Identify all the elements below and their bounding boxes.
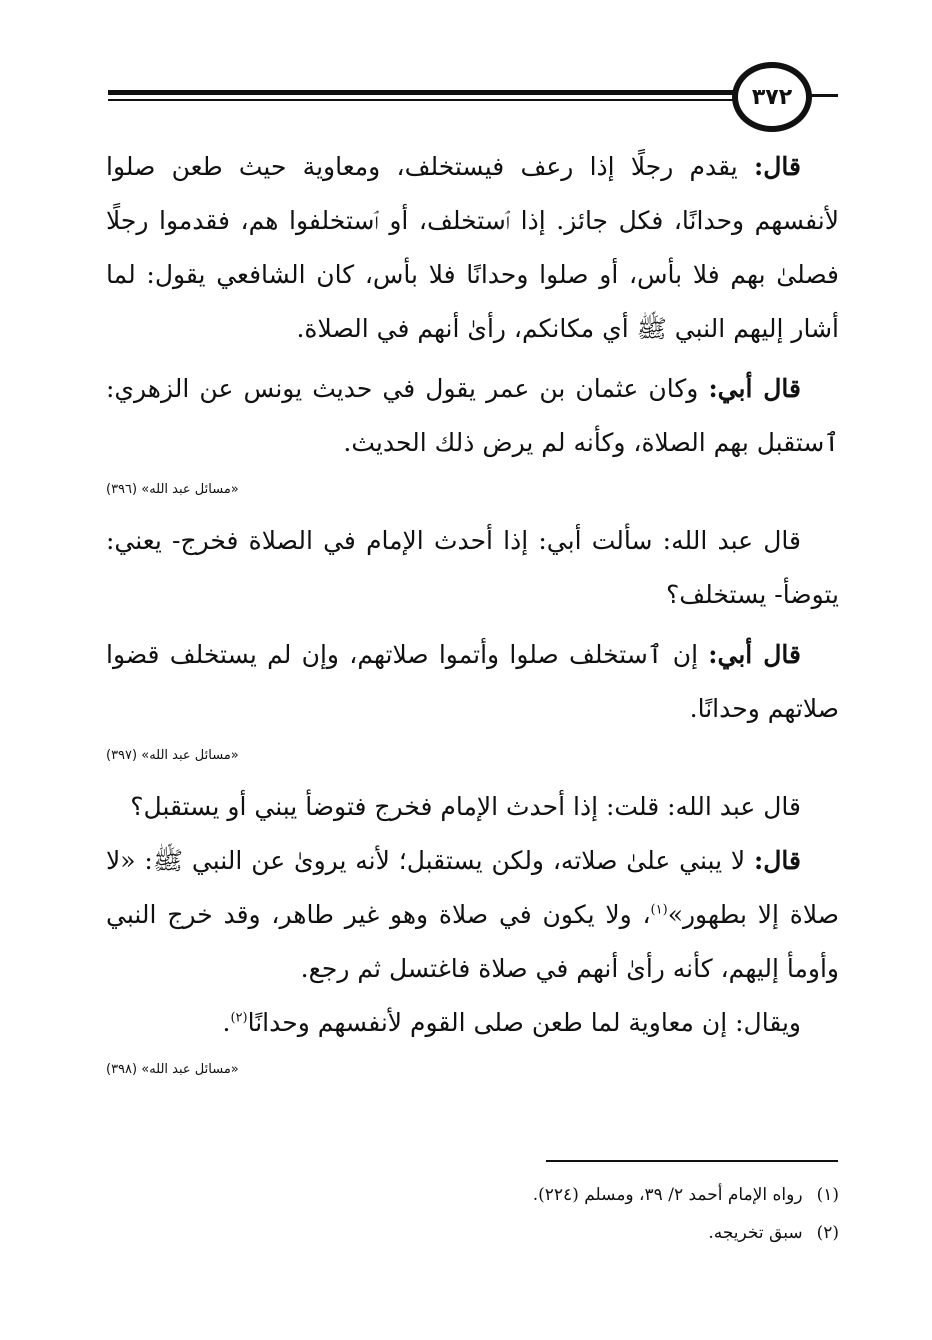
speaker-label: قال: <box>754 846 801 875</box>
footnote-text: سبق تخريجه. <box>708 1223 803 1243</box>
paragraph-4 <box>106 628 839 736</box>
header-thin-rule <box>108 99 733 101</box>
source-reference <box>106 480 839 500</box>
footnote-number: (٢) <box>816 1223 839 1243</box>
footnote-separator <box>546 1160 838 1162</box>
paragraph-text: لا يبني علىٰ صلاته، ولكن يستقبل؛ لأنه يروىٰ عن النبي ﷺ: «لا صلاة إلا بطهور» <box>106 846 839 929</box>
paragraph-3 <box>106 514 839 622</box>
footnotes <box>106 1176 839 1252</box>
header-thick-rule <box>108 90 733 95</box>
footnote-1 <box>106 1176 839 1214</box>
paragraph-text: ويقال: إن معاوية لما طعن صلى القوم لأنفسهم وحدانًا <box>247 1008 801 1037</box>
paragraph-7 <box>106 996 839 1050</box>
paragraph-end: . <box>222 1008 231 1037</box>
footnote-2 <box>106 1214 839 1252</box>
paragraph-text: وكان عثمان بن عمر يقول في حديث يونس عن الزهري: ٱستقبل بهم الصلاة، وكأنه لم يرض ذلك الحديث. <box>106 374 839 457</box>
header-tail-rule <box>806 94 838 97</box>
paragraph-text: قال عبد الله: سألت أبي: إذا أحدث الإمام في الصلاة فخرج- يعني: يتوضأ- يستخلف؟ <box>106 526 839 609</box>
paragraph-text: ، ولا يكون في صلاة وهو غير طاهر، وقد خرج النبي وأومأ إليهم، كأنه رأىٰ أنهم في صلاة فاغتسل ثم رجع. <box>106 900 839 983</box>
source-reference <box>106 746 839 766</box>
paragraph-text: يقدم رجلًا إذا رعف فيستخلف، ومعاوية حيث طعن صلوا لأنفسهم وحدانًا، فكل جائز. إذا ٱستخلف، أو ٱستخلفوا هم، فقدموا رجلًا فصلىٰ بهم فلا بأس، أو صلوا وحدانًا فلا بأس، كان الشافعي يقول: لما أشار إليهم النبي ﷺ أي مكانكم، رأىٰ أنهم في الصلاة. <box>106 152 839 343</box>
page-header <box>108 62 838 126</box>
page-number: ٣٧٢ <box>732 62 812 132</box>
source-reference-text: «مسائل عبد الله» (٣٩٦) <box>106 482 239 497</box>
source-reference-text: «مسائل عبد الله» (٣٩٨) <box>106 1062 239 1077</box>
paragraph-2 <box>106 362 839 470</box>
paragraph-text: قال عبد الله: قلت: إذا أحدث الإمام فخرج فتوضأ يبني أو يستقبل؟ <box>130 792 801 821</box>
paragraph-text: إن ٱستخلف صلوا وأتموا صلاتهم، وإن لم يستخلف قضوا صلاتهم وحدانًا. <box>106 640 839 723</box>
speaker-label: قال: <box>754 152 801 181</box>
footnote-marker[interactable]: (٢) <box>230 1010 248 1026</box>
main-text <box>106 140 839 1094</box>
speaker-label: قال أبي: <box>708 374 802 403</box>
source-reference <box>106 1060 839 1080</box>
source-reference-text: «مسائل عبد الله» (٣٩٧) <box>106 748 239 763</box>
speaker-label: قال أبي: <box>708 640 801 669</box>
paragraph-6 <box>106 834 839 996</box>
paragraph-1 <box>106 140 839 356</box>
footnote-marker[interactable]: (١) <box>650 902 668 918</box>
footnote-number: (١) <box>816 1185 839 1205</box>
footnote-text: رواه الإمام أحمد ٢/ ٣٩، ومسلم (٢٢٤). <box>532 1185 803 1205</box>
paragraph-5 <box>106 780 839 834</box>
